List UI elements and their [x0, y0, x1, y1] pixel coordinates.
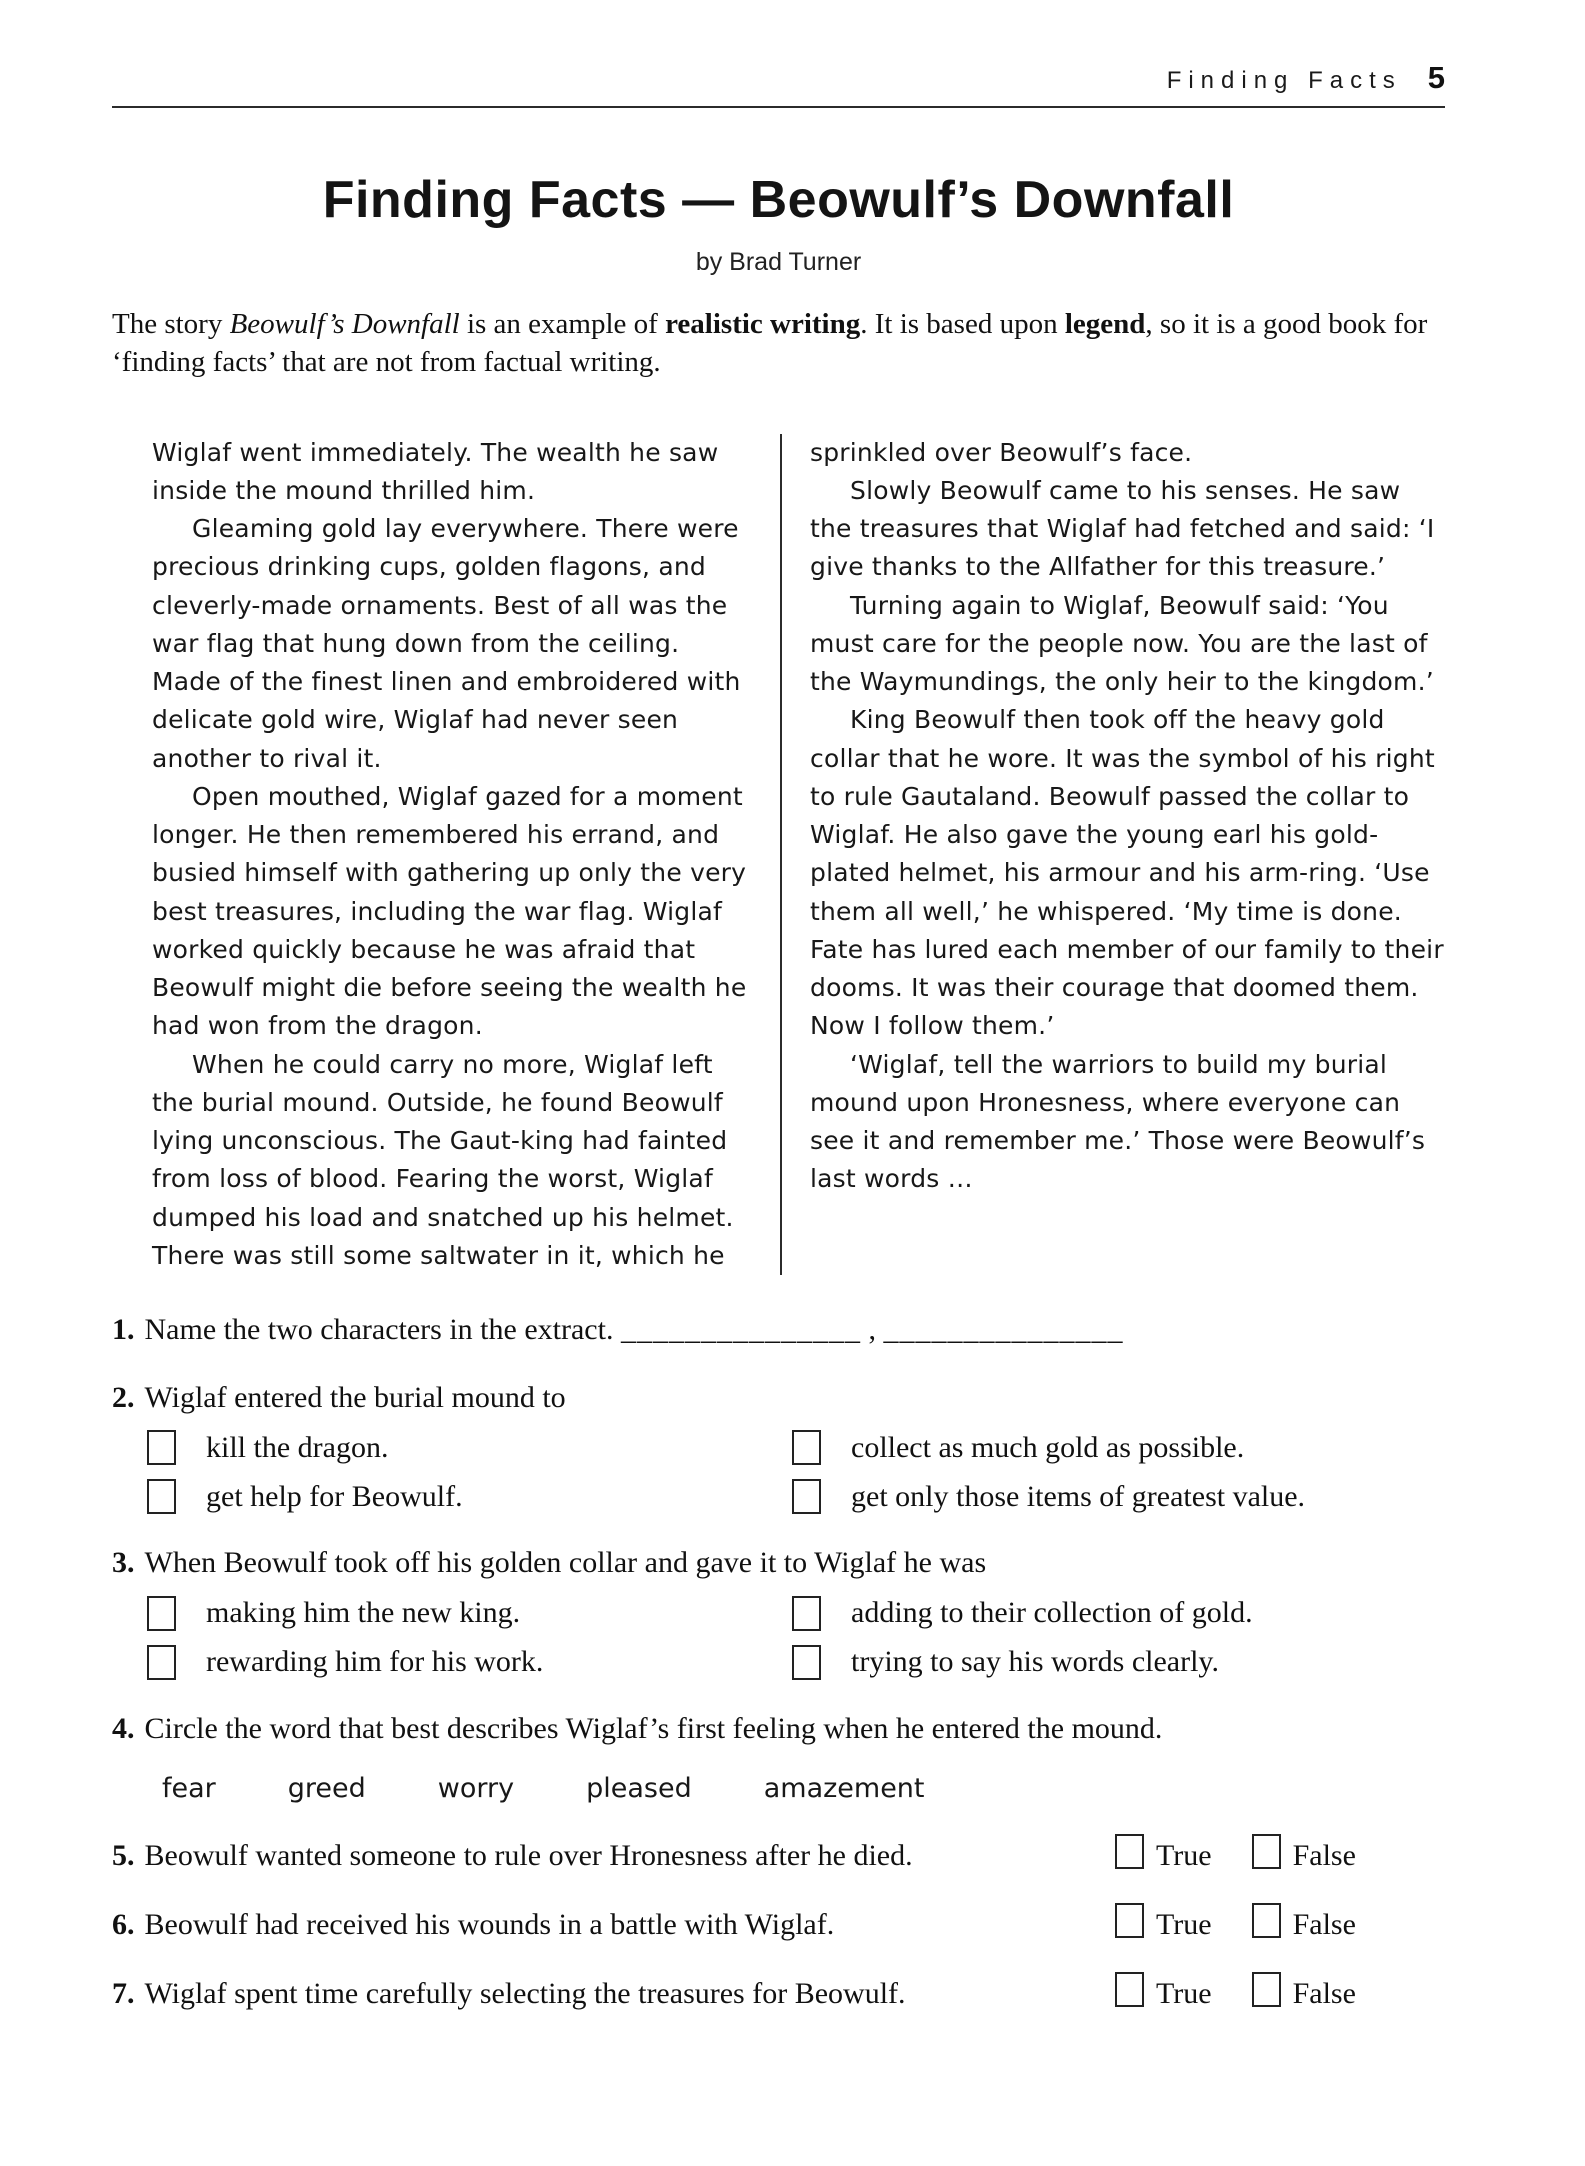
question-3-options [112, 1596, 1445, 1680]
option-rewarding-work [147, 1645, 792, 1680]
checkbox[interactable] [792, 1430, 821, 1465]
blank-separator: , [860, 1313, 884, 1347]
false-checkbox[interactable] [1252, 1972, 1281, 2007]
option-collect-gold [792, 1430, 1445, 1465]
question-number: 2. [112, 1380, 135, 1414]
page-title: Finding Facts — Beowulf’s Downfall [322, 171, 1235, 229]
checkbox[interactable] [792, 1596, 821, 1631]
option-label: kill the dragon. [206, 1430, 389, 1464]
question-number: 7. [112, 1976, 135, 2010]
false-checkbox[interactable] [1252, 1903, 1281, 1938]
story-paragraph: King Beowulf then took off the heavy gold collar that he wore. It was the symbol of his right to rule Gautaland. Beowulf passed the collar to Wiglaf. He also gave the young earl his gold-plated helmet, his armour and his arm-ring. ‘Use them all well,’ he whispered. ‘My time is done. Fate has lured each member of our family to their dooms. It was their courage that doomed them. Now I follow them.’ [810, 705, 1444, 1041]
option-label: get help for Beowulf. [206, 1479, 463, 1513]
story-paragraph: Wiglaf went immediately. The wealth he saw inside the mound thrilled him. [152, 437, 719, 505]
question-text: When Beowulf took off his golden collar and gave it to Wiglaf he was [144, 1546, 987, 1580]
answer-blank-1[interactable]: _______________ [620, 1313, 861, 1347]
intro-story-title: Beowulf’s Downfall [229, 308, 460, 340]
question-2 [112, 1379, 1445, 1515]
option-items-greatest-value [792, 1479, 1445, 1514]
checkbox[interactable] [792, 1479, 821, 1514]
question-text: Beowulf wanted someone to rule over Hronesness after he died. [144, 1838, 913, 1872]
page-header [112, 60, 1445, 106]
word-choice[interactable]: amazement [763, 1773, 925, 1805]
header-rule [112, 106, 1445, 108]
byline: by Brad Turner [695, 248, 862, 276]
story-paragraph: Slowly Beowulf came to his senses. He saw the treasures that Wiglaf had fetched and said: ‘I give thanks to the Allfather for this treasure.’ [810, 475, 1435, 582]
question-number: 6. [112, 1907, 135, 1941]
true-false-group [1115, 1976, 1445, 2011]
question-2-options [112, 1430, 1445, 1514]
option-label: collect as much gold as possible. [851, 1430, 1245, 1464]
true-label: True [1156, 1838, 1212, 1872]
questions-section [112, 1311, 1445, 2011]
option-kill-the-dragon [147, 1430, 792, 1465]
option-new-king [147, 1596, 792, 1631]
true-checkbox[interactable] [1115, 1903, 1144, 1938]
option-label: get only those items of greatest value. [851, 1479, 1306, 1513]
false-label: False [1292, 1907, 1356, 1941]
story-paragraph: When he could carry no more, Wiglaf left the burial mound. Outside, he found Beowulf lying unconscious. The Gaut-king had fainted from loss of blood. Fearing the worst, Wiglaf dumped his load and snatched up his helmet. There was still some saltwater in it, which he [152, 1049, 734, 1270]
option-label: trying to say his words clearly. [851, 1645, 1219, 1679]
question-3 [112, 1544, 1445, 1680]
option-collection-of-gold [792, 1596, 1445, 1631]
checkbox[interactable] [147, 1430, 176, 1465]
header-page-number: 5 [1427, 60, 1445, 95]
intro-paragraph [112, 305, 1445, 382]
option-label: rewarding him for his work. [206, 1645, 544, 1679]
true-checkbox[interactable] [1115, 1834, 1144, 1869]
story-extract [112, 434, 1445, 1276]
question-text: Name the two characters in the extract. [144, 1313, 614, 1347]
option-label: adding to their collection of gold. [851, 1596, 1253, 1630]
story-paragraph: Open mouthed, Wiglaf gazed for a moment longer. He then remembered his errand, and busied himself with gathering up only the very best treasures, including the war flag. Wiglaf worked quickly because he was afraid that Beowulf might die before seeing the wealth he had won from the dragon. [152, 781, 747, 1041]
question-4-word-choices [112, 1773, 1445, 1804]
intro-text: . It is based upon [860, 308, 1065, 340]
question-text: Wiglaf spent time carefully selecting the treasures for Beowulf. [144, 1976, 906, 2010]
checkbox[interactable] [147, 1479, 176, 1514]
true-checkbox[interactable] [1115, 1972, 1144, 2007]
question-text: Wiglaf entered the burial mound to [144, 1380, 566, 1414]
true-false-group [1115, 1907, 1445, 1942]
question-5 [112, 1838, 1445, 1873]
true-false-group [1115, 1838, 1445, 1873]
option-label: making him the new king. [206, 1596, 521, 1630]
question-text: Beowulf had received his wounds in a battle with Wiglaf. [144, 1907, 835, 1941]
intro-text: The story [112, 308, 230, 340]
story-paragraph: Turning again to Wiglaf, Beowulf said: ‘You must care for the people now. You are the last of the Waymundings, the only heir to the kingdom.’ [810, 590, 1434, 697]
checkbox[interactable] [147, 1596, 176, 1631]
word-choice[interactable]: greed [287, 1773, 366, 1805]
option-get-help [147, 1479, 792, 1514]
intro-term-legend: legend [1064, 308, 1146, 340]
answer-blank-2[interactable]: _______________ [883, 1313, 1124, 1347]
story-column-left [152, 434, 780, 1276]
false-label: False [1292, 1976, 1356, 2010]
option-say-words-clearly [792, 1645, 1445, 1680]
story-paragraph: sprinkled over Beowulf’s face. [810, 437, 1193, 467]
question-7 [112, 1976, 1445, 2011]
word-choice[interactable]: fear [162, 1773, 216, 1805]
false-label: False [1292, 1838, 1356, 1872]
intro-term-realistic-writing: realistic writing [665, 308, 861, 340]
true-label: True [1156, 1976, 1212, 2010]
word-choice[interactable]: pleased [586, 1773, 692, 1805]
question-text: Circle the word that best describes Wiglaf’s first feeling when he entered the mound. [144, 1711, 1163, 1745]
true-label: True [1156, 1907, 1212, 1941]
intro-text: , so it is a good book for ‘finding facts’ that are not from factual writing. [112, 308, 1428, 379]
question-6 [112, 1907, 1445, 1942]
question-number: 5. [112, 1838, 135, 1872]
checkbox[interactable] [147, 1645, 176, 1680]
story-paragraph: ‘Wiglaf, tell the warriors to build my burial mound upon Hronesness, where everyone can see it and remember me.’ Those were Beowulf’s last words … [810, 1049, 1426, 1194]
question-1 [112, 1311, 1445, 1349]
header-section-title: Finding Facts [1166, 67, 1402, 94]
question-4 [112, 1710, 1445, 1805]
story-paragraph: Gleaming gold lay everywhere. There were precious drinking cups, golden flagons, and cleverly-made ornaments. Best of all was the war flag that hung down from the ceiling. Made of the finest linen and embroidered with delicate gold wire, Wiglaf had never seen another to rival it. [152, 514, 741, 773]
false-checkbox[interactable] [1252, 1834, 1281, 1869]
word-choice[interactable]: worry [437, 1773, 515, 1805]
question-number: 4. [112, 1711, 135, 1745]
question-number: 3. [112, 1546, 135, 1580]
intro-text: is an example of [459, 308, 666, 340]
question-number: 1. [112, 1313, 135, 1347]
story-column-right [780, 434, 1445, 1276]
checkbox[interactable] [792, 1645, 821, 1680]
